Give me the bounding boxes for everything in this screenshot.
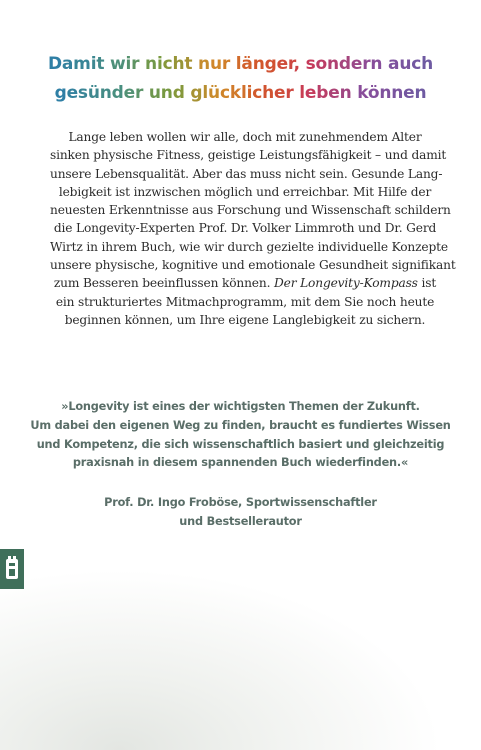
quote-line: »Longevity ist eines der wichtigsten Themen der Zukunft. [61,400,420,413]
blurb-line: unsere Lebensqualität. Aber das muss nicht sein. Gesunde Lang- [50,166,443,181]
blurb-line: unsere physische, kognitive und emotionale Gesundheit signifikant [50,258,456,273]
blurb-line: die Longevity-Experten Prof. Dr. Volker Limmroth und Dr. Gerd [53,221,437,236]
quote-line: Um dabei den eigenen Weg zu finden, braucht es fundiertes Wissen [30,418,451,432]
book-title: Der Longevity-Kompass [274,276,418,291]
blurb-line: Wirtz in ihrem Buch, wie wir durch gezielte individuelle Konzepte [50,239,448,254]
blurb-line: lebigkeit ist inzwischen möglich und erreichbar. Mit Hilfe der [58,184,432,199]
publisher-logo [0,549,24,589]
publisher-owl-icon [0,549,24,589]
blurb-line: beginnen können, um Ihre eigene Langlebigkeit zu sichern. [64,312,426,327]
blurb-line: sinken physische Fitness, geistige Leistungsfähigkeit – und damit [50,148,447,163]
quote-line: praxisnah in diesem spannenden Buch wiederfinden.« [72,456,409,470]
blurb-line: ein strukturiertes Mitmachprogramm, mit dem Sie noch heute [55,294,435,309]
quote-attribution [0,494,481,532]
quote-line: und Kompetenz, die sich wissenschaftlich basiert und gleichzeitig [36,437,445,451]
headline-line-1: Damit wir nicht nur länger, sondern auch [47,54,434,74]
blurb-text [50,128,456,329]
blurb-line-end: ist [417,276,437,291]
blurb-line: Lange leben wollen wir alle, doch mit zunehmendem Alter [68,130,422,144]
blurb-line-with-title [50,274,440,292]
background-gradient [0,520,481,750]
attribution-line-2: und Bestsellerautor [179,514,302,528]
headline [0,50,481,108]
blurb-line-start: zum Besseren beeinflussen können. [53,276,271,291]
blurb-line: neuesten Erkenntnisse aus Forschung und Wissenschaft schildern [50,203,451,218]
headline-line-2: gesünder und glücklicher leben können [54,83,427,103]
attribution-line-1: Prof. Dr. Ingo Froböse, Sportwissenschaftler [104,496,377,509]
review-quote [0,398,481,473]
